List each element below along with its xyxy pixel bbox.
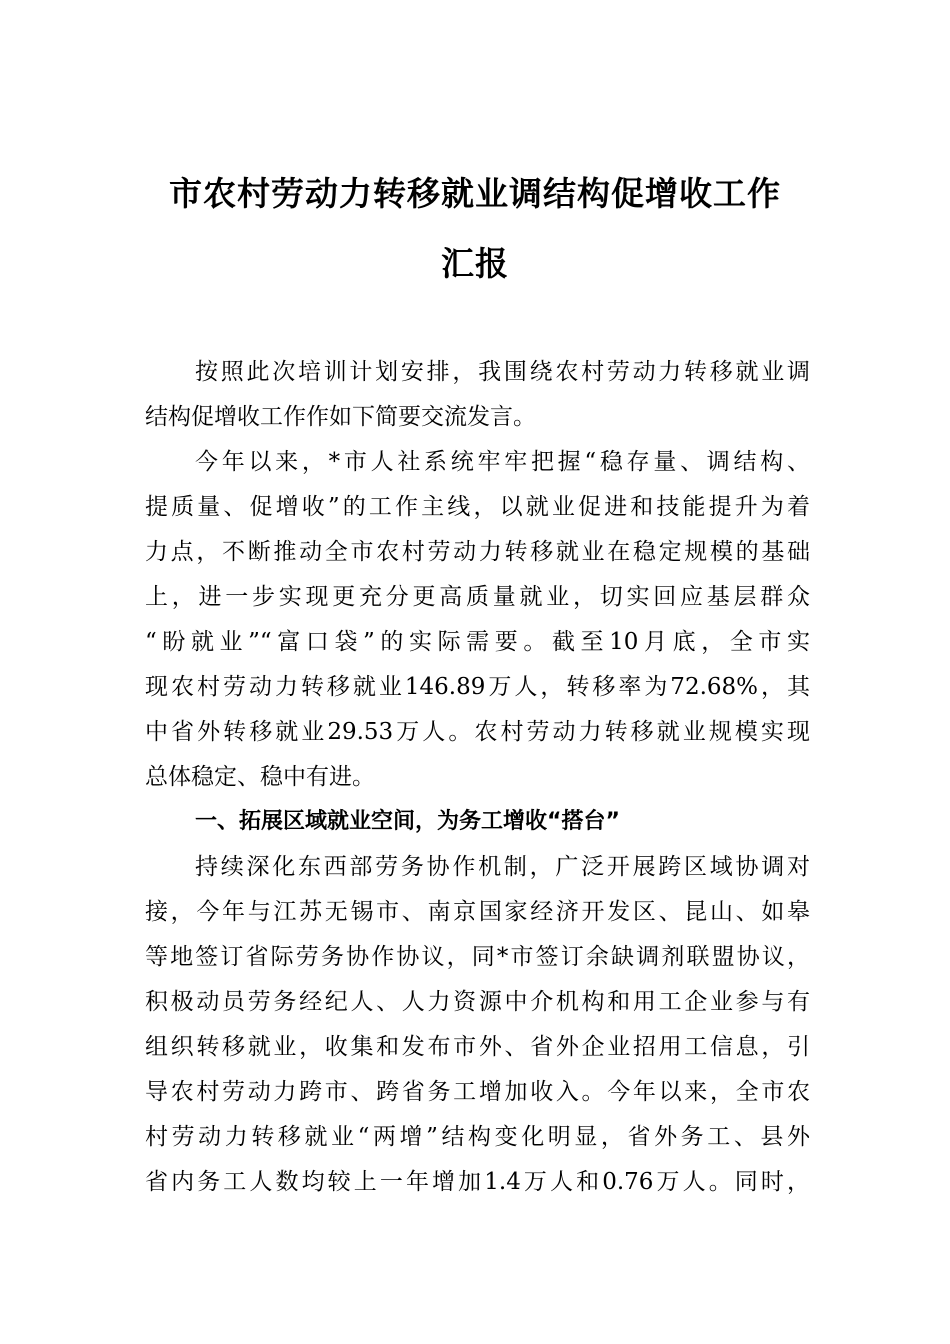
paragraph-line: 积极动员劳务经纪人、人力资源中介机构和用工企业参与有 — [145, 989, 810, 1015]
document-title-line-1: 市农村劳动力转移就业调结构促增收工作 — [169, 174, 781, 213]
paragraph-line: 总体稳定、稳中有进。 — [145, 764, 375, 790]
section-heading: 一、拓展区域就业空间，为务工增收“搭台” — [195, 809, 620, 834]
paragraph-line: 村劳动力转移就业“两增”结构变化明显，省外务工、县外 — [145, 1124, 810, 1150]
paragraph-line: 上，进一步实现更充分更高质量就业，切实回应基层群众 — [145, 584, 810, 610]
paragraph-line: 提质量、促增收”的工作主线，以就业促进和技能提升为着 — [145, 494, 810, 520]
paragraph-line: 持续深化东西部劳务协作机制，广泛开展跨区域协调对 — [195, 854, 810, 880]
paragraph-line: 中省外转移就业29.53万人。农村劳动力转移就业规模实现 — [145, 719, 810, 745]
paragraph-line: 按照此次培训计划安排，我围绕农村劳动力转移就业调 — [195, 359, 810, 385]
paragraph-line: 等地签订省际劳务协作协议，同*市签订余缺调剂联盟协议， — [145, 944, 810, 970]
paragraph-line: “盼就业”“富口袋”的实际需要。截至10月底，全市实 — [145, 629, 810, 655]
paragraph-line: 省内务工人数均较上一年增加1.4万人和0.76万人。同时， — [145, 1169, 810, 1195]
paragraph-line: 今年以来，*市人社系统牢牢把握“稳存量、调结构、 — [195, 449, 810, 475]
paragraph-line: 现农村劳动力转移就业146.89万人，转移率为72.68%，其 — [145, 674, 810, 700]
paragraph-line: 组织转移就业，收集和发布市外、省外企业招用工信息，引 — [145, 1034, 810, 1060]
paragraph-line: 结构促增收工作作如下简要交流发言。 — [145, 404, 536, 430]
paragraph-line: 力点，不断推动全市农村劳动力转移就业在稳定规模的基础 — [145, 539, 810, 565]
paragraph-line: 接，今年与江苏无锡市、南京国家经济开发区、昆山、如皋 — [145, 899, 810, 925]
document-title-line-2: 汇报 — [441, 244, 509, 283]
paragraph-line: 导农村劳动力跨市、跨省务工增加收入。今年以来，全市农 — [145, 1079, 810, 1105]
